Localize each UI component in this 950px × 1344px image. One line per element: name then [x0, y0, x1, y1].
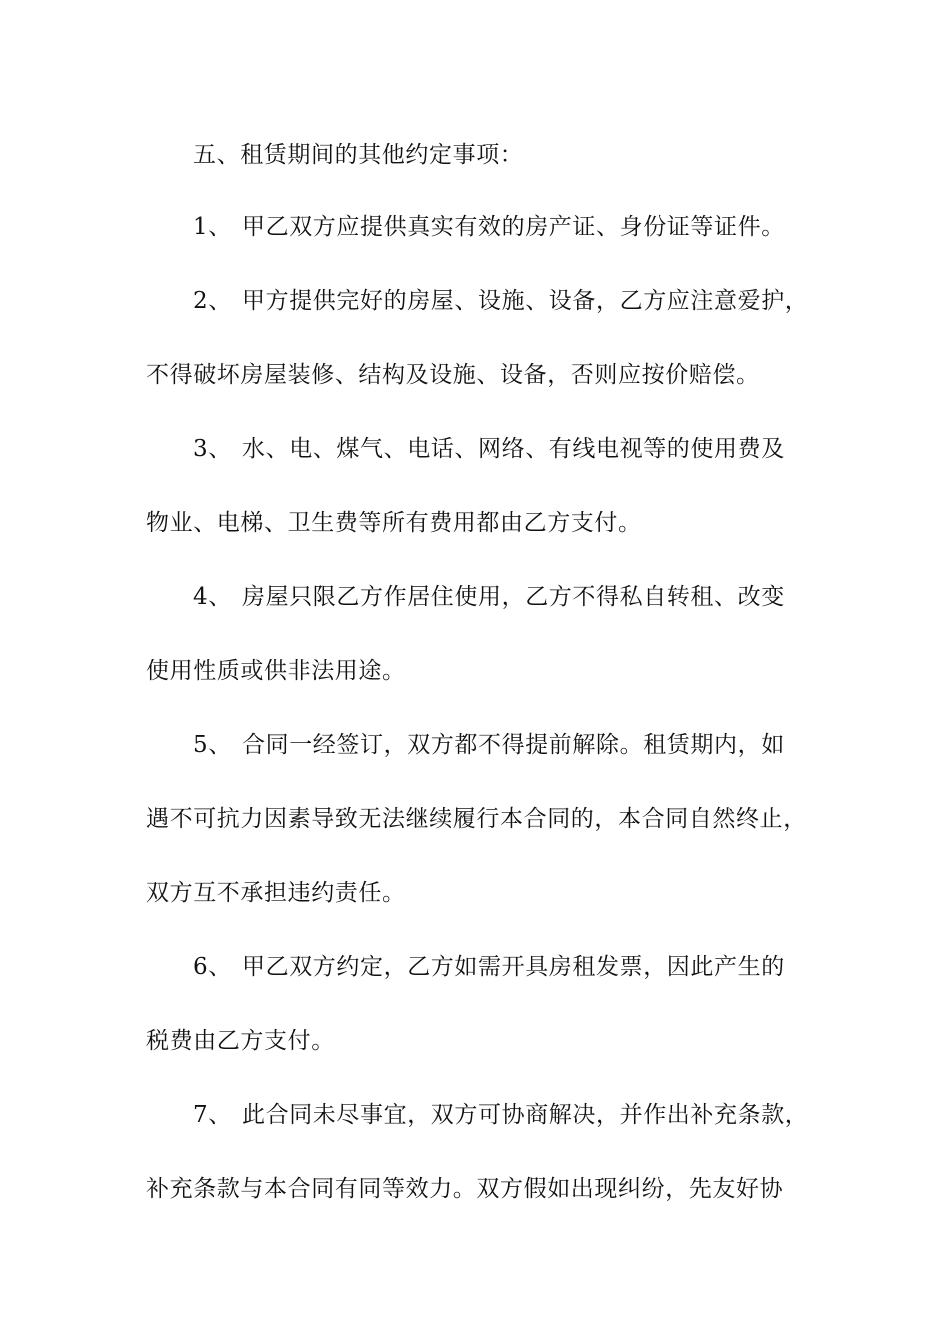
item-1-text: 甲乙双方应提供真实有效的房产证、身份证等证件。: [242, 214, 785, 240]
item-6-text-1: 甲乙双方约定，乙方如需开具房租发票，因此产生的: [242, 954, 785, 980]
item-2-line-2: 不得破坏房屋装修、结构及设施、设备，否则应按价赔偿。: [146, 362, 760, 388]
item-4-text-1: 房屋只限乙方作居住使用，乙方不得私自转租、改变: [242, 584, 785, 610]
item-5-line-1: [193, 730, 893, 760]
item-1-line-1: [193, 212, 893, 242]
item-4-line-2: 使用性质或供非法用途。: [146, 658, 406, 684]
item-6-line-1: [193, 952, 893, 982]
item-6-number: 6、: [193, 954, 232, 980]
section-title: 五、租赁期间的其他约定事项：: [193, 142, 524, 168]
item-6-line-2: 税费由乙方支付。: [146, 1028, 335, 1054]
item-2-text-1: 甲方提供完好的房屋、设施、设备，乙方应注意爱护，: [242, 288, 809, 314]
item-3-number: 3、: [193, 436, 232, 462]
item-3-line-2: 物业、电梯、卫生费等所有费用都由乙方支付。: [146, 510, 642, 536]
item-5-line-2: 遇不可抗力因素导致无法继续履行本合同的，本合同自然终止，: [146, 806, 807, 832]
item-7-text-1: 此合同未尽事宜，双方可协商解决，并作出补充条款，: [242, 1102, 809, 1128]
item-7-number: 7、: [193, 1102, 232, 1128]
item-7-line-1: [193, 1100, 893, 1130]
item-1-number: 1、: [193, 214, 232, 240]
item-4-line-1: [193, 582, 893, 612]
item-2-line-1: [193, 286, 893, 316]
item-3-line-1: [193, 434, 893, 464]
item-7-line-2: 补充条款与本合同有同等效力。双方假如出现纠纷，先友好协: [146, 1176, 784, 1202]
item-2-number: 2、: [193, 288, 232, 314]
item-5-line-3: 双方互不承担违约责任。: [146, 880, 406, 906]
item-3-text-1: 水、电、煤气、电话、网络、有线电视等的使用费及: [242, 436, 785, 462]
item-5-number: 5、: [193, 732, 232, 758]
item-4-number: 4、: [193, 584, 232, 610]
item-5-text-1: 合同一经签订，双方都不得提前解除。租赁期内，如: [242, 732, 785, 758]
